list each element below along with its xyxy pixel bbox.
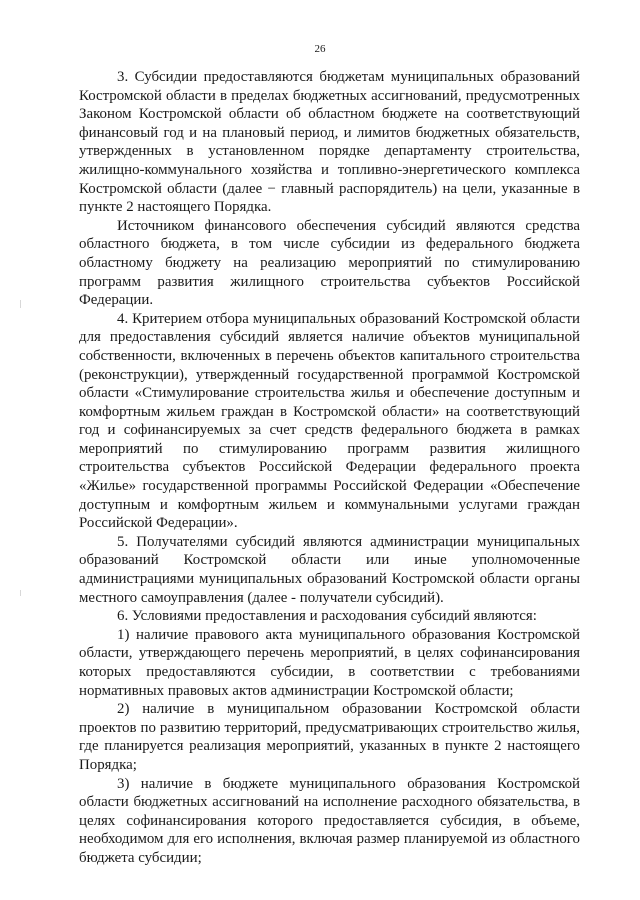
scan-artifact xyxy=(20,300,21,308)
condition-item-1: 1) наличие правового акта муниципального образования Костромской области, утверждающего перечень мероприятий, в целях софинансирования которых предоставляются субсидии, в соответствии с требованиями нормативных правовых актов администрации Костромской области; xyxy=(79,626,580,699)
paragraph-6-conditions: 6. Условиями предоставления и расходования субсидий являются: xyxy=(117,608,537,625)
scan-artifact xyxy=(20,590,21,596)
paragraph-funding-source: Источником финансового обеспечения субсидий являются средства областного бюджета, в том числе субсидии из федерального бюджета областному бюджету на реализацию мероприятий по стимулированию программ развития жилищного строительства субъектов Российской Федерации. xyxy=(79,217,580,309)
condition-item-2: 2) наличие в муниципальном образовании Костромской области проектов по развитию территорий, предусматривающих строительство жилья, где планируется реализация мероприятий, указанных в пункте 2 настоящего Порядка; xyxy=(79,701,580,773)
page-number: 26 xyxy=(314,43,326,55)
document-body xyxy=(79,68,580,868)
paragraph-4-selection-criterion: 4. Критерием отбора муниципальных образований Костромской области для предоставления субсидий является наличие объектов муниципальной собственности, включенных в перечень объектов капитального строительства (реконструкции), утвержденный государственной программой Костромской области «Стимулирование строительства жилья и обеспечение доступным и комфортным жильем граждан в Костромской области» на соответствующий год и софинансируемых за счет средств федерального бюджета в рамках мероприятий по стимулированию программ развития жилищного строительства субъектов Российской Федерации федерального проекта «Жилье» государственной программы Российской Федерации «Обеспечение доступным и комфортным жильем и коммунальными услугами граждан Российской Федерации». xyxy=(79,310,580,532)
paragraph-5-recipients: 5. Получателями субсидий являются администрации муниципальных образований Костромской области или иные уполномоченные администрациями муниципальных образований Костромской области органы местного самоуправления (далее - получатели субсидий). xyxy=(79,533,580,606)
paragraph-3-subsidies: 3. Субсидии предоставляются бюджетам муниципальных образований Костромской области в пределах бюджетных ассигнований, предусмотренных Законом Костромской области об областном бюджете на соответствующий финансовый год и на плановый период, и лимитов бюджетных обязательств, утвержденных в установленном порядке департаменту строительства, жилищно-коммунального хозяйства и топливно-энергетического комплекса Костромской области (далее − главный распорядитель) на цели, указанные в пункте 2 настоящего Порядка. xyxy=(79,69,580,216)
condition-item-3: 3) наличие в бюджете муниципального образования Костромской области бюджетных ассигнований на исполнение расходного обязательства, в целях софинансирования которого предоставляется субсидия, в объеме, необходимом для его исполнения, включая размер планируемой из областного бюджета субсидии; xyxy=(79,775,580,866)
